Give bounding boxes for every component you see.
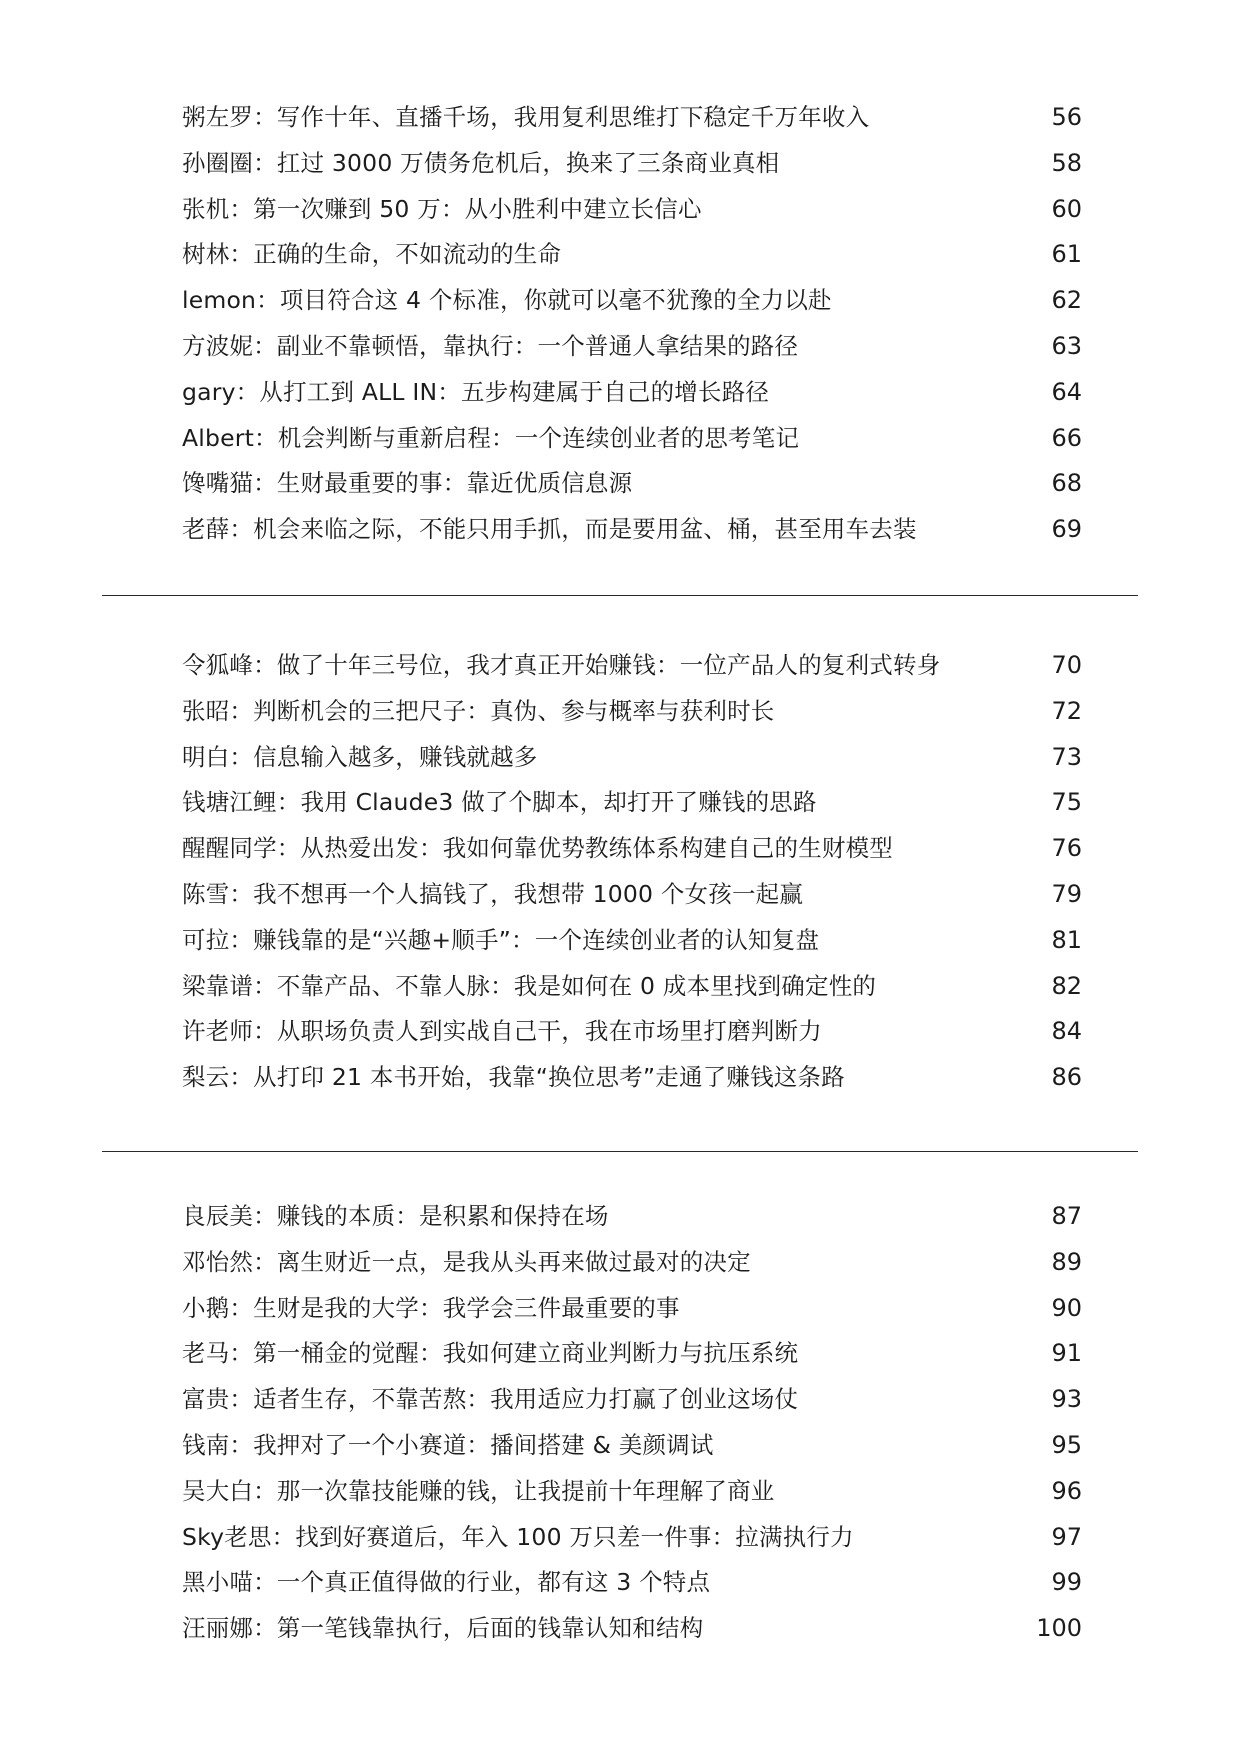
toc-entry[interactable] <box>182 1240 1082 1286</box>
toc-entry-page-number: 66 <box>1051 423 1082 452</box>
toc-entry-title: 醒醒同学：从热爱出发：我如何靠优势教练体系构建自己的生财模型 <box>182 834 893 863</box>
toc-entry-title: 钱塘江鲤：我用 Claude3 做了个脚本，却打开了赚钱的思路 <box>182 788 817 817</box>
toc-entry-title: 明白：信息输入越多，赚钱就越多 <box>182 742 538 771</box>
toc-entry[interactable] <box>182 1560 1082 1606</box>
toc-entry-page-number: 69 <box>1051 515 1082 544</box>
toc-entry[interactable] <box>182 918 1082 964</box>
toc-entry-title: 良辰美：赚钱的本质：是积累和保持在场 <box>182 1202 609 1230</box>
toc-entry-title: lemon：项目符合这 4 个标准，你就可以毫不犹豫的全力以赴 <box>182 286 832 315</box>
toc-entry-page-number: 63 <box>1051 331 1082 360</box>
toc-entry-page-number: 79 <box>1051 879 1082 908</box>
toc-entry-title: 汪丽娜：第一笔钱靠执行，后面的钱靠认知和结构 <box>182 1614 704 1643</box>
toc-entry-page-number: 89 <box>1051 1247 1082 1276</box>
toc-entry-page-number: 75 <box>1051 788 1082 817</box>
toc-entry[interactable] <box>182 735 1082 781</box>
toc-entry[interactable] <box>182 1377 1082 1423</box>
toc-entry-title: 梁靠谱：不靠产品、不靠人脉：我是如何在 0 成本里找到确定性的 <box>182 971 877 1000</box>
toc-entry-title: 邓怡然：离生财近一点，是我从头再来做过最对的决定 <box>182 1247 751 1276</box>
toc-entry-title: 粥左罗：写作十年、直播千场，我用复利思维打下稳定千万年收入 <box>182 103 870 131</box>
toc-entry[interactable] <box>182 1606 1082 1652</box>
toc-entry-page-number: 72 <box>1051 696 1082 725</box>
toc-section-3 <box>182 1194 1082 1652</box>
toc-entry-page-number: 60 <box>1051 194 1082 223</box>
toc-entry-page-number: 95 <box>1051 1430 1082 1459</box>
toc-entry[interactable] <box>182 826 1082 872</box>
toc-entry-page-number: 93 <box>1051 1385 1082 1414</box>
toc-entry[interactable] <box>182 141 1082 187</box>
toc-entry-page-number: 82 <box>1051 971 1082 1000</box>
toc-entry-page-number: 97 <box>1051 1522 1082 1551</box>
toc-entry-page-number: 68 <box>1051 469 1082 498</box>
toc-entry-title: 可拉：赚钱靠的是“兴趣+顺手”：一个连续创业者的认知复盘 <box>182 925 820 954</box>
toc-entry-title: 孙圈圈：扛过 3000 万债务危机后，换来了三条商业真相 <box>182 148 780 177</box>
toc-entry[interactable] <box>182 232 1082 278</box>
toc-entry-title: 钱南：我押对了一个小赛道：播间搭建 & 美颜调试 <box>182 1430 714 1459</box>
toc-entry-page-number: 84 <box>1051 1017 1082 1046</box>
toc-entry-page-number: 73 <box>1051 742 1082 771</box>
toc-entry-title: 黑小喵：一个真正值得做的行业，都有这 3 个特点 <box>182 1568 711 1597</box>
toc-entry-page-number: 61 <box>1051 240 1082 269</box>
toc-entry[interactable] <box>182 324 1082 370</box>
toc-entry-title: 老马：第一桶金的觉醒：我如何建立商业判断力与抗压系统 <box>182 1339 799 1368</box>
toc-entry-title: 馋嘴猫：生财最重要的事：靠近优质信息源 <box>182 469 633 498</box>
toc-entry-title: Sky老思：找到好赛道后，年入 100 万只差一件事：拉满执行力 <box>182 1522 854 1551</box>
toc-entry[interactable] <box>182 370 1082 416</box>
toc-section-2 <box>182 643 1082 1101</box>
toc-entry-page-number: 86 <box>1051 1063 1082 1092</box>
toc-entry[interactable] <box>182 416 1082 462</box>
section-divider <box>102 595 1138 596</box>
toc-entry-page-number: 76 <box>1051 834 1082 863</box>
toc-entry[interactable] <box>182 780 1082 826</box>
toc-entry-page-number: 70 <box>1051 651 1082 679</box>
toc-entry-title: gary：从打工到 ALL IN：五步构建属于自己的增长路径 <box>182 377 770 406</box>
toc-entry-title: 令狐峰：做了十年三号位，我才真正开始赚钱：一位产品人的复利式转身 <box>182 651 941 679</box>
toc-entry[interactable] <box>182 872 1082 918</box>
toc-entry-page-number: 90 <box>1051 1293 1082 1322</box>
toc-entry-title: Albert：机会判断与重新启程：一个连续创业者的思考笔记 <box>182 423 800 452</box>
toc-entry-page-number: 58 <box>1051 148 1082 177</box>
toc-entry[interactable] <box>182 1055 1082 1101</box>
toc-entry-page-number: 62 <box>1051 286 1082 315</box>
toc-entry[interactable] <box>182 964 1082 1010</box>
toc-entry-page-number: 87 <box>1051 1202 1082 1230</box>
toc-entry-title: 富贵：适者生存，不靠苦熬：我用适应力打赢了创业这场仗 <box>182 1385 799 1414</box>
toc-entry[interactable] <box>182 689 1082 735</box>
toc-entry[interactable] <box>182 1423 1082 1469</box>
toc-entry-page-number: 96 <box>1051 1476 1082 1505</box>
toc-entry[interactable] <box>182 1009 1082 1055</box>
toc-entry-page-number: 91 <box>1051 1339 1082 1368</box>
toc-section-1 <box>182 95 1082 553</box>
toc-entry-page-number: 100 <box>1036 1614 1082 1643</box>
toc-entry-title: 张机：第一次赚到 50 万：从小胜利中建立长信心 <box>182 194 702 223</box>
toc-entry[interactable] <box>182 278 1082 324</box>
toc-entry[interactable] <box>182 1469 1082 1515</box>
toc-entry-page-number: 81 <box>1051 925 1082 954</box>
toc-entry-title: 张昭：判断机会的三把尺子：真伪、参与概率与获利时长 <box>182 696 775 725</box>
toc-entry-page-number: 99 <box>1051 1568 1082 1597</box>
toc-entry[interactable] <box>182 1286 1082 1332</box>
toc-entry[interactable] <box>182 461 1082 507</box>
toc-entry[interactable] <box>182 95 1082 141</box>
toc-entry-page-number: 64 <box>1051 377 1082 406</box>
toc-entry[interactable] <box>182 187 1082 233</box>
toc-entry[interactable] <box>182 507 1082 553</box>
toc-entry[interactable] <box>182 643 1082 689</box>
toc-entry[interactable] <box>182 1194 1082 1240</box>
toc-entry-title: 小鹅：生财是我的大学：我学会三件最重要的事 <box>182 1293 680 1322</box>
toc-entry-title: 梨云：从打印 21 本书开始，我靠“换位思考”走通了赚钱这条路 <box>182 1063 845 1092</box>
toc-entry[interactable] <box>182 1515 1082 1561</box>
toc-entry-title: 吴大白：那一次靠技能赚的钱，让我提前十年理解了商业 <box>182 1476 775 1505</box>
section-divider <box>102 1151 1138 1152</box>
toc-entry-title: 陈雪：我不想再一个人搞钱了，我想带 1000 个女孩一起赢 <box>182 879 804 908</box>
toc-entry-title: 老薛：机会来临之际，不能只用手抓，而是要用盆、桶，甚至用车去装 <box>182 515 917 544</box>
toc-entry-page-number: 56 <box>1051 103 1082 131</box>
toc-entry-title: 树林：正确的生命，不如流动的生命 <box>182 240 562 269</box>
toc-entry[interactable] <box>182 1331 1082 1377</box>
toc-entry-title: 许老师：从职场负责人到实战自己干，我在市场里打磨判断力 <box>182 1017 822 1046</box>
toc-entry-title: 方波妮：副业不靠顿悟，靠执行：一个普通人拿结果的路径 <box>182 331 799 360</box>
